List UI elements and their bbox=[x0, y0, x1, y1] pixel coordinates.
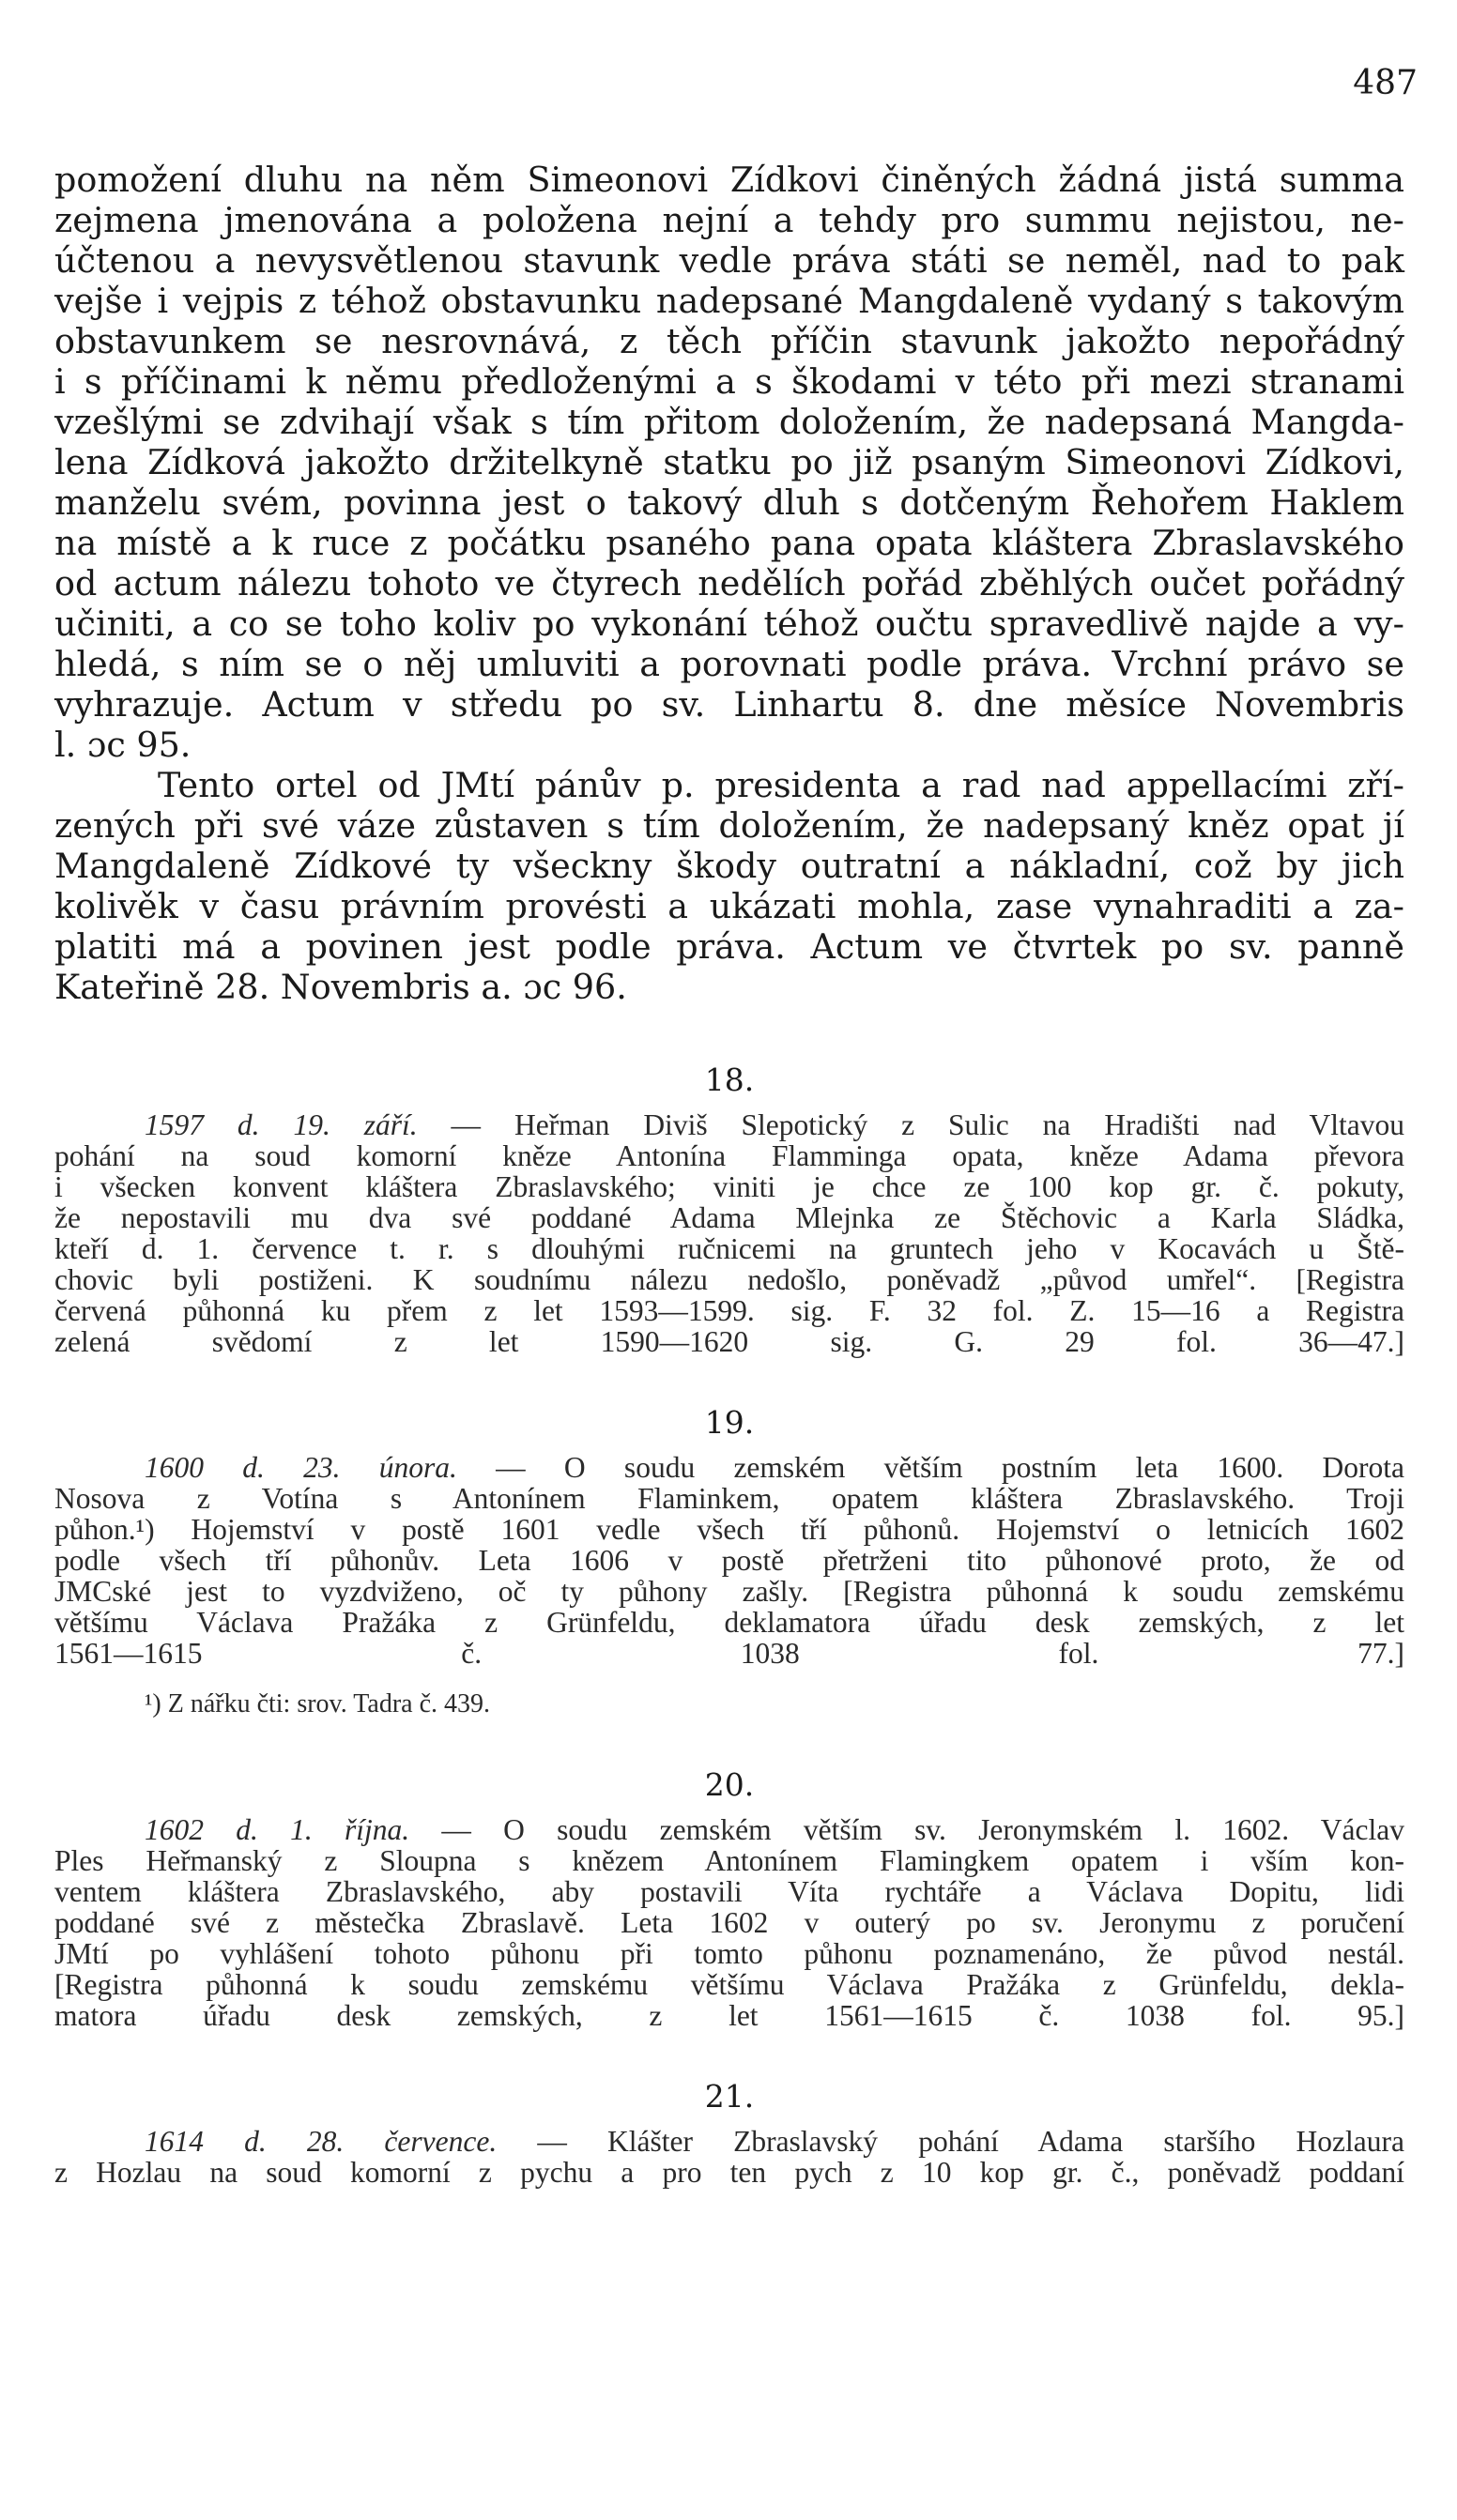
text-line: vyhrazuje. Actum v středu po sv. Linhartu 8. dne měsíce Novembris bbox=[54, 684, 1404, 725]
text-line bbox=[54, 1607, 1404, 1638]
paragraph-lines bbox=[54, 765, 1404, 1007]
text-line bbox=[54, 1202, 1404, 1233]
text-line bbox=[54, 1171, 1404, 1202]
line-text: půhon.¹) Hojemství v postě 1601 vedle všech tří půhonů. Hojemství o letnicích 1602 bbox=[54, 1513, 1404, 1546]
section-text bbox=[54, 2126, 1404, 2188]
entry-date: 1597 d. 19. září. bbox=[145, 1108, 418, 1141]
entry-date: 1602 d. 1. října. bbox=[145, 1813, 410, 1846]
entry-date: 1600 d. 23. února. bbox=[145, 1451, 457, 1484]
section-text bbox=[54, 1814, 1404, 2031]
text-line bbox=[54, 1907, 1404, 1938]
line-text: — Heřman Diviš Slepotický z Sulic na Hradišti nad Vltavou bbox=[451, 1108, 1405, 1141]
text-line bbox=[54, 1845, 1404, 1876]
text-line bbox=[54, 1638, 1404, 1669]
text-line: l. ɔc 95. bbox=[54, 725, 192, 765]
line-text: červená půhonná ku přem z let 1593—1599. sig. F. 32 fol. Z. 15—16 a Registra bbox=[54, 1294, 1404, 1327]
text-line bbox=[54, 1109, 1404, 1140]
line-text: matora úřadu desk zemských, z let 1561—1615 č. 1038 fol. 95.] bbox=[54, 1999, 1404, 2032]
section-21 bbox=[54, 2078, 1404, 2188]
text-line bbox=[54, 1483, 1404, 1514]
line-text: i všecken konvent kláštera Zbraslavského; viniti je chce ze 100 kop gr. č. pokuty, bbox=[54, 1170, 1404, 1203]
text-line: i s příčinami k němu předloženými a s škodami v této při mezi stranami bbox=[54, 361, 1404, 402]
text-line: Kateřině 28. Novembris a. ɔc 96. bbox=[54, 967, 627, 1007]
line-text: zelená svědomí z let 1590—1620 sig. G. 29 fol. 36—47.] bbox=[54, 1325, 1404, 1358]
page-body bbox=[54, 160, 1404, 2188]
text-line: učiniti, a co se toho koliv po vykonání téhož oučtu spravedlivě najde a vy- bbox=[54, 603, 1404, 644]
section-number: 19. bbox=[704, 1404, 755, 1441]
line-text: kteří d. 1. července t. r. s dlouhými ručnicemi na gruntech jeho v Kocavách u Ště- bbox=[54, 1232, 1404, 1265]
text-line bbox=[54, 2157, 1404, 2188]
text-line bbox=[54, 1814, 1404, 1845]
paragraph-continued bbox=[54, 160, 1404, 765]
text-line: Tento ortel od JMtí pánův p. presidenta a rad nad appellacími zří- bbox=[158, 765, 1404, 805]
text-line: lena Zídková jakožto držitelkyně statku po již psaným Simeonovi Zídkovi, bbox=[54, 442, 1404, 482]
text-line bbox=[54, 1876, 1404, 1907]
line-text: pohání na soud komorní kněze Antonína Flamminga opata, kněze Adama převora bbox=[54, 1139, 1404, 1172]
footnote: ¹) Z nářku čti: srov. Tadra č. 439. bbox=[145, 1689, 490, 1718]
text-line bbox=[54, 1576, 1404, 1607]
paragraph-ortel bbox=[54, 765, 1404, 1007]
line-text: z Hozlau na soud komorní z pychu a pro ten pych z 10 kop gr. č., poněvadž poddaní bbox=[54, 2156, 1404, 2189]
section-20 bbox=[54, 1766, 1404, 2031]
page-number: 487 bbox=[1353, 64, 1418, 102]
text-line: kolivěk v času právním provésti a ukázati mohla, zase vynahraditi a za- bbox=[54, 886, 1404, 926]
text-line: hledá, s ním se o něj umluviti a porovnati podle práva. Vrchní právo se bbox=[54, 644, 1404, 684]
line-text: — Klášter Zbraslavský pohání Adama staršího Hozlaura bbox=[537, 2125, 1404, 2158]
text-line: platiti má a povinen jest podle práva. Actum ve čtvrtek po sv. panně bbox=[54, 926, 1404, 967]
line-text: podle všech tří půhonův. Leta 1606 v postě přetrženi tito půhonové proto, že od bbox=[54, 1544, 1404, 1577]
line-text: JMtí po vyhlášení tohoto půhonu při tomto půhonu poznamenáno, že původ nestál. bbox=[54, 1937, 1404, 1970]
entry-date: 1614 d. 28. července. bbox=[145, 2125, 498, 2158]
text-line: pomožení dluhu na něm Simeonovi Zídkovi činěných žádná jistá summa bbox=[54, 160, 1404, 200]
line-text: ventem kláštera Zbraslavského, aby postavili Víta rychtáře a Václava Dopitu, lidi bbox=[54, 1875, 1404, 1908]
text-line bbox=[54, 1326, 1404, 1357]
text-line bbox=[54, 2126, 1404, 2157]
text-line: obstavunkem se nesrovnává, z těch příčin stavunk jakožto nepořádný bbox=[54, 321, 1404, 361]
line-text: poddané své z městečka Zbraslavě. Leta 1602 v outerý po sv. Jeronymu z poručení bbox=[54, 1906, 1404, 1939]
line-text: — O soudu zemském větším postním leta 1600. Dorota bbox=[496, 1451, 1404, 1484]
section-number: 20. bbox=[704, 1766, 755, 1803]
section-19 bbox=[54, 1404, 1404, 1719]
line-text: chovic byli postiženi. K soudnímu nálezu nedošlo, poněvadž „původ umřel“. [Registra bbox=[54, 1263, 1404, 1296]
text-line: zejmena jmenována a položena nejní a tehdy pro summu nejistou, ne- bbox=[54, 200, 1404, 240]
text-line: manželu svém, povinna jest o takový dluh s dotčeným Řehořem Haklem bbox=[54, 482, 1404, 523]
section-number: 21. bbox=[704, 2078, 755, 2115]
line-text: — O soudu zemském větším sv. Jeronymském l. 1602. Václav bbox=[441, 1813, 1405, 1846]
line-text: JMCské jest to vyzdviženo, oč ty půhony zašly. [Registra půhonná k soudu zemskému bbox=[54, 1575, 1404, 1608]
line-text: Nosova z Votína s Antonínem Flaminkem, opatem kláštera Zbraslavského. Troji bbox=[54, 1482, 1404, 1515]
line-text: 1561—1615 č. 1038 fol. 77.] bbox=[54, 1637, 1404, 1670]
text-line bbox=[54, 1140, 1404, 1171]
text-line bbox=[54, 1295, 1404, 1326]
text-line bbox=[54, 1969, 1404, 2000]
text-line: vejše i vejpis z téhož obstavunku nadepsané Mangdaleně vydaný s takovým bbox=[54, 281, 1404, 321]
text-line: na místě a k ruce z počátku psaného pana opata kláštera Zbraslavského bbox=[54, 523, 1404, 563]
line-text: že nepostavili mu dva své poddané Adama Mlejnka ze Štěchovic a Karla Sládka, bbox=[54, 1201, 1404, 1234]
text-line bbox=[54, 2000, 1404, 2031]
text-line: zených při své váze zůstaven s tím doložením, že nadepsaný kněz opat jí bbox=[54, 805, 1404, 846]
section-text bbox=[54, 1452, 1404, 1669]
section-text bbox=[54, 1109, 1404, 1357]
text-line bbox=[54, 1938, 1404, 1969]
line-text: většímu Václava Pražáka z Grünfeldu, deklamatora úřadu desk zemských, z let bbox=[54, 1606, 1404, 1639]
text-line bbox=[54, 1233, 1404, 1264]
section-number: 18. bbox=[704, 1061, 755, 1098]
text-line: Mangdaleně Zídkové ty všeckny škody outratní a nákladní, což by jich bbox=[54, 846, 1404, 886]
text-line: od actum nálezu tohoto ve čtyrech nedělích pořád zběhlých oučet pořádný bbox=[54, 563, 1404, 603]
section-18 bbox=[54, 1061, 1404, 1357]
text-line bbox=[54, 1452, 1404, 1483]
text-line bbox=[54, 1545, 1404, 1576]
paragraph-lines bbox=[54, 160, 1404, 765]
text-line bbox=[54, 1514, 1404, 1545]
text-line: účtenou a nevysvětlenou stavunk vedle práva státi se neměl, nad to pak bbox=[54, 240, 1404, 281]
text-line bbox=[54, 1264, 1404, 1295]
line-text: [Registra půhonná k soudu zemskému většímu Václava Pražáka z Grünfeldu, dekla- bbox=[54, 1968, 1404, 2001]
line-text: Ples Heřmanský z Sloupna s knězem Antonínem Flamingkem opatem i vším kon- bbox=[54, 1844, 1404, 1877]
text-line: vzešlými se zdvihají však s tím přitom doložením, že nadepsaná Mangda- bbox=[54, 402, 1404, 442]
